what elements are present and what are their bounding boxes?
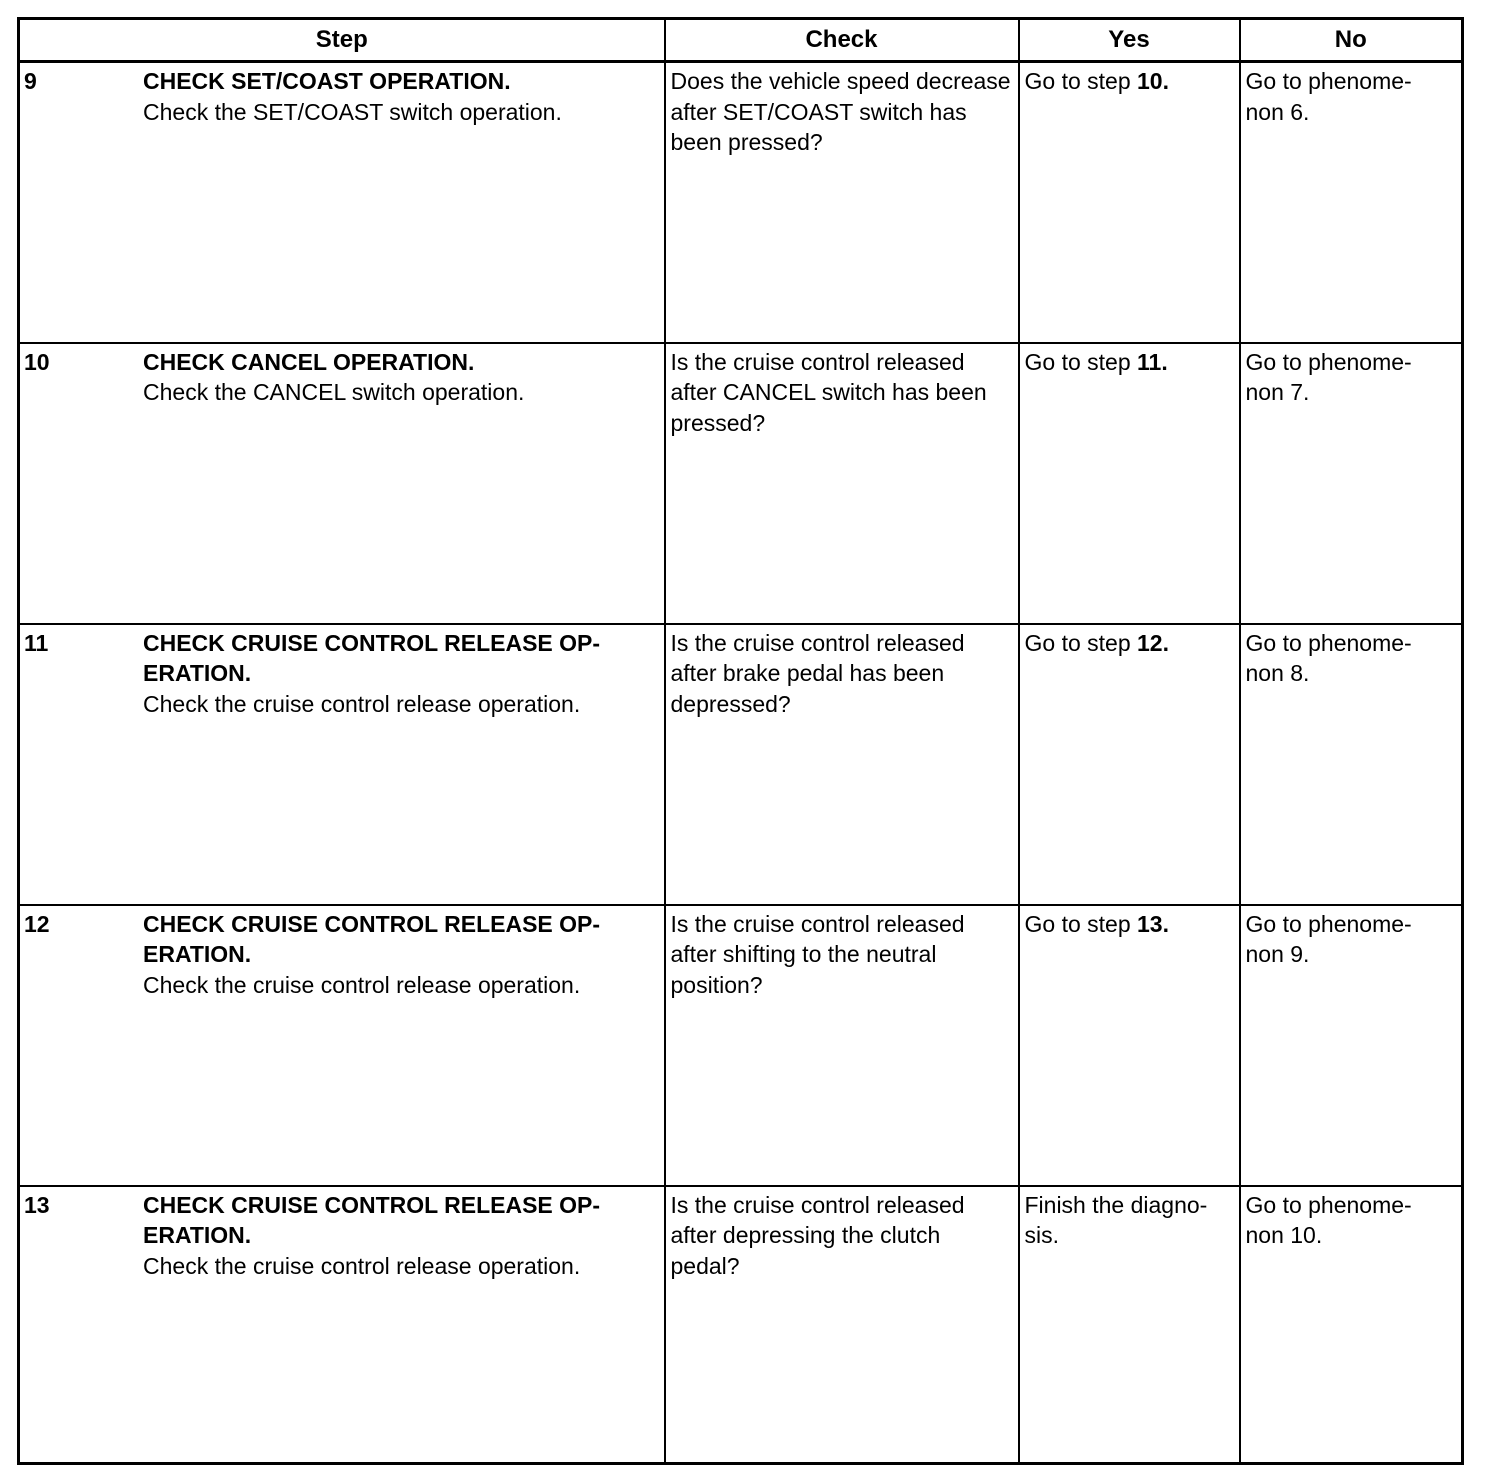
header-check: Check [665, 19, 1019, 62]
header-step: Step [19, 19, 665, 62]
no-cell: Go to phenome- non 10. [1240, 1186, 1463, 1464]
step-title: CHECK CRUISE CONTROL RELEASE OP- ERATION. [143, 910, 601, 967]
step-number: 9 [24, 68, 37, 94]
step-title: CHECK CRUISE CONTROL RELEASE OP- ERATION. [143, 1191, 601, 1248]
yes-text: Go to step [1024, 68, 1138, 94]
step-title: CHECK CRUISE CONTROL RELEASE OP- ERATION. [143, 629, 601, 686]
yes-step-link: 11. [1137, 348, 1168, 375]
check-cell: Is the cruise control released after CANCEL switch has been pressed? [665, 343, 1019, 624]
table-row [19, 62, 1463, 343]
yes-cell [1019, 624, 1240, 905]
no-cell: Go to phenome- non 7. [1240, 343, 1463, 624]
yes-cell [1019, 905, 1240, 1186]
step-number: 11 [24, 629, 49, 656]
yes-text: Finish the diagno- sis. [1024, 1191, 1208, 1248]
diagnosis-table [17, 17, 1464, 1465]
yes-text: Go to step [1024, 910, 1138, 937]
yes-step-link: 12. [1137, 629, 1169, 656]
no-cell: Go to phenome- non 6. [1240, 62, 1463, 343]
yes-cell [1019, 1186, 1240, 1464]
check-cell: Is the cruise control released after brake pedal has been depressed? [665, 624, 1019, 905]
yes-text: Go to step [1024, 348, 1138, 375]
step-cell [19, 62, 665, 343]
check-cell: Does the vehicle speed decrease after SET/COAST switch has been pressed? [665, 62, 1019, 343]
step-description: Check the cruise control release operation. [143, 690, 581, 717]
step-description: Check the cruise control release operation. [143, 971, 581, 998]
step-number: 12 [24, 910, 50, 937]
table-row [19, 905, 1463, 1186]
step-cell [19, 624, 665, 905]
no-cell: Go to phenome- non 8. [1240, 624, 1463, 905]
step-number: 13 [24, 1191, 50, 1218]
yes-step-link: 13. [1137, 910, 1169, 937]
step-description: Check the SET/COAST switch operation. [143, 98, 562, 125]
step-description: Check the cruise control release operation. [143, 1252, 581, 1279]
table-row [19, 343, 1463, 624]
table-row [19, 624, 1463, 905]
step-number: 10 [24, 348, 50, 375]
yes-step-link: 10. [1137, 68, 1169, 94]
yes-text: Go to step [1024, 629, 1138, 656]
no-cell: Go to phenome- non 9. [1240, 905, 1463, 1186]
step-cell [19, 905, 665, 1186]
table-row [19, 1186, 1463, 1464]
step-title: CHECK SET/COAST OPERATION. [143, 68, 511, 94]
header-row [19, 19, 1463, 62]
yes-cell [1019, 62, 1240, 343]
yes-cell [1019, 343, 1240, 624]
step-title: CHECK CANCEL OPERATION. [143, 348, 475, 375]
step-cell [19, 343, 665, 624]
step-description: Check the CANCEL switch operation. [143, 379, 525, 405]
header-no: No [1240, 19, 1463, 62]
check-cell: Is the cruise control released after depressing the clutch pedal? [665, 1186, 1019, 1464]
header-yes: Yes [1019, 19, 1240, 62]
step-cell [19, 1186, 665, 1464]
check-cell: Is the cruise control released after shifting to the neutral position? [665, 905, 1019, 1186]
